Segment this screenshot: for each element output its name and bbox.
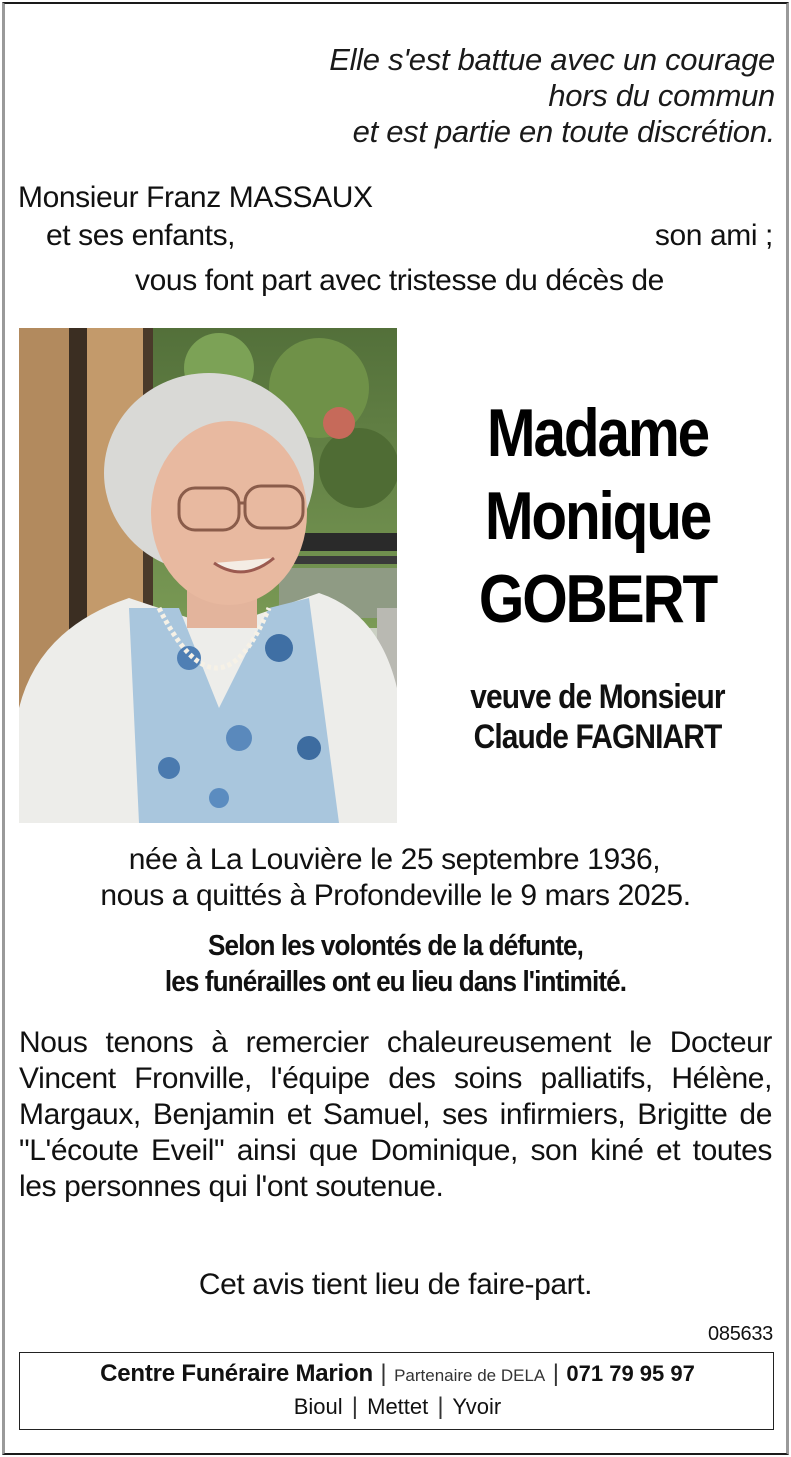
- footer-separator: |: [437, 1393, 444, 1420]
- notice-reference: 085633: [708, 1323, 773, 1345]
- deceased-first-name: Monique: [484, 478, 711, 554]
- deceased-name: [420, 392, 775, 641]
- family-line-1: Monsieur Franz MASSAUX: [18, 181, 373, 214]
- deceased-title: Madame: [486, 395, 709, 471]
- wish-line-1: Selon les volontés de la défunte,: [208, 930, 583, 962]
- location-mettet: Mettet: [367, 1394, 429, 1419]
- life-dates: [0, 842, 791, 914]
- location-yvoir: Yvoir: [452, 1394, 502, 1419]
- family-line-2: et ses enfants,: [46, 219, 236, 252]
- birth-text: née à La Louvière le 25 septembre 1936,: [128, 843, 661, 876]
- partner-text: Partenaire de DELA: [394, 1366, 546, 1385]
- announcement: [0, 263, 791, 299]
- epitaph-quote: [329, 42, 775, 150]
- quote-line-1: Elle s'est battue avec un courage: [329, 42, 775, 77]
- deceased-photo: [19, 328, 397, 823]
- portrait-illustration: [19, 328, 397, 823]
- family-line-3: son ami ;: [654, 219, 773, 252]
- closing-statement: Cet avis tient lieu de faire-part.: [198, 1268, 593, 1301]
- quote-line-3: et est partie en toute discrétion.: [352, 114, 775, 149]
- widow-of: [420, 677, 775, 757]
- footer-locations: [20, 1393, 775, 1421]
- death-text: nous a quittés à Profondeville le 9 mars 2025.: [100, 879, 691, 912]
- announcement-text: vous font part avec tristesse du décès de: [135, 264, 664, 297]
- wish-line-2: les funérailles ont eu lieu dans l'intimité.: [164, 966, 627, 998]
- deceased-last-name: GOBERT: [478, 561, 717, 637]
- widow-line-1: veuve de Monsieur: [470, 678, 725, 716]
- acknowledgements: Nous tenons à remercier chaleureusement le Docteur Vincent Fronville, l'équipe des soins palliatifs, Hélène, Margaux, Benjamin et Samuel, ses infirmiers, Brigitte de "L'écoute Eveil" ainsi que Dominique, son kiné et toutes les personnes qui l'ont soutenue.: [19, 1026, 772, 1203]
- funeral-home-footer: [19, 1352, 774, 1430]
- footer-separator: |: [380, 1360, 387, 1387]
- funeral-wishes: [0, 928, 791, 1000]
- quote-line-2: hors du commun: [548, 78, 775, 113]
- footer-row-1: [20, 1359, 775, 1392]
- widow-line-2: Claude FAGNIART: [473, 718, 722, 756]
- location-bioul: Bioul: [293, 1394, 343, 1419]
- footer-separator: |: [351, 1393, 358, 1420]
- footer-separator: |: [552, 1360, 559, 1387]
- funeral-home-phone: 071 79 95 97: [566, 1361, 695, 1386]
- funeral-home-name: Centre Funéraire Marion: [100, 1360, 373, 1387]
